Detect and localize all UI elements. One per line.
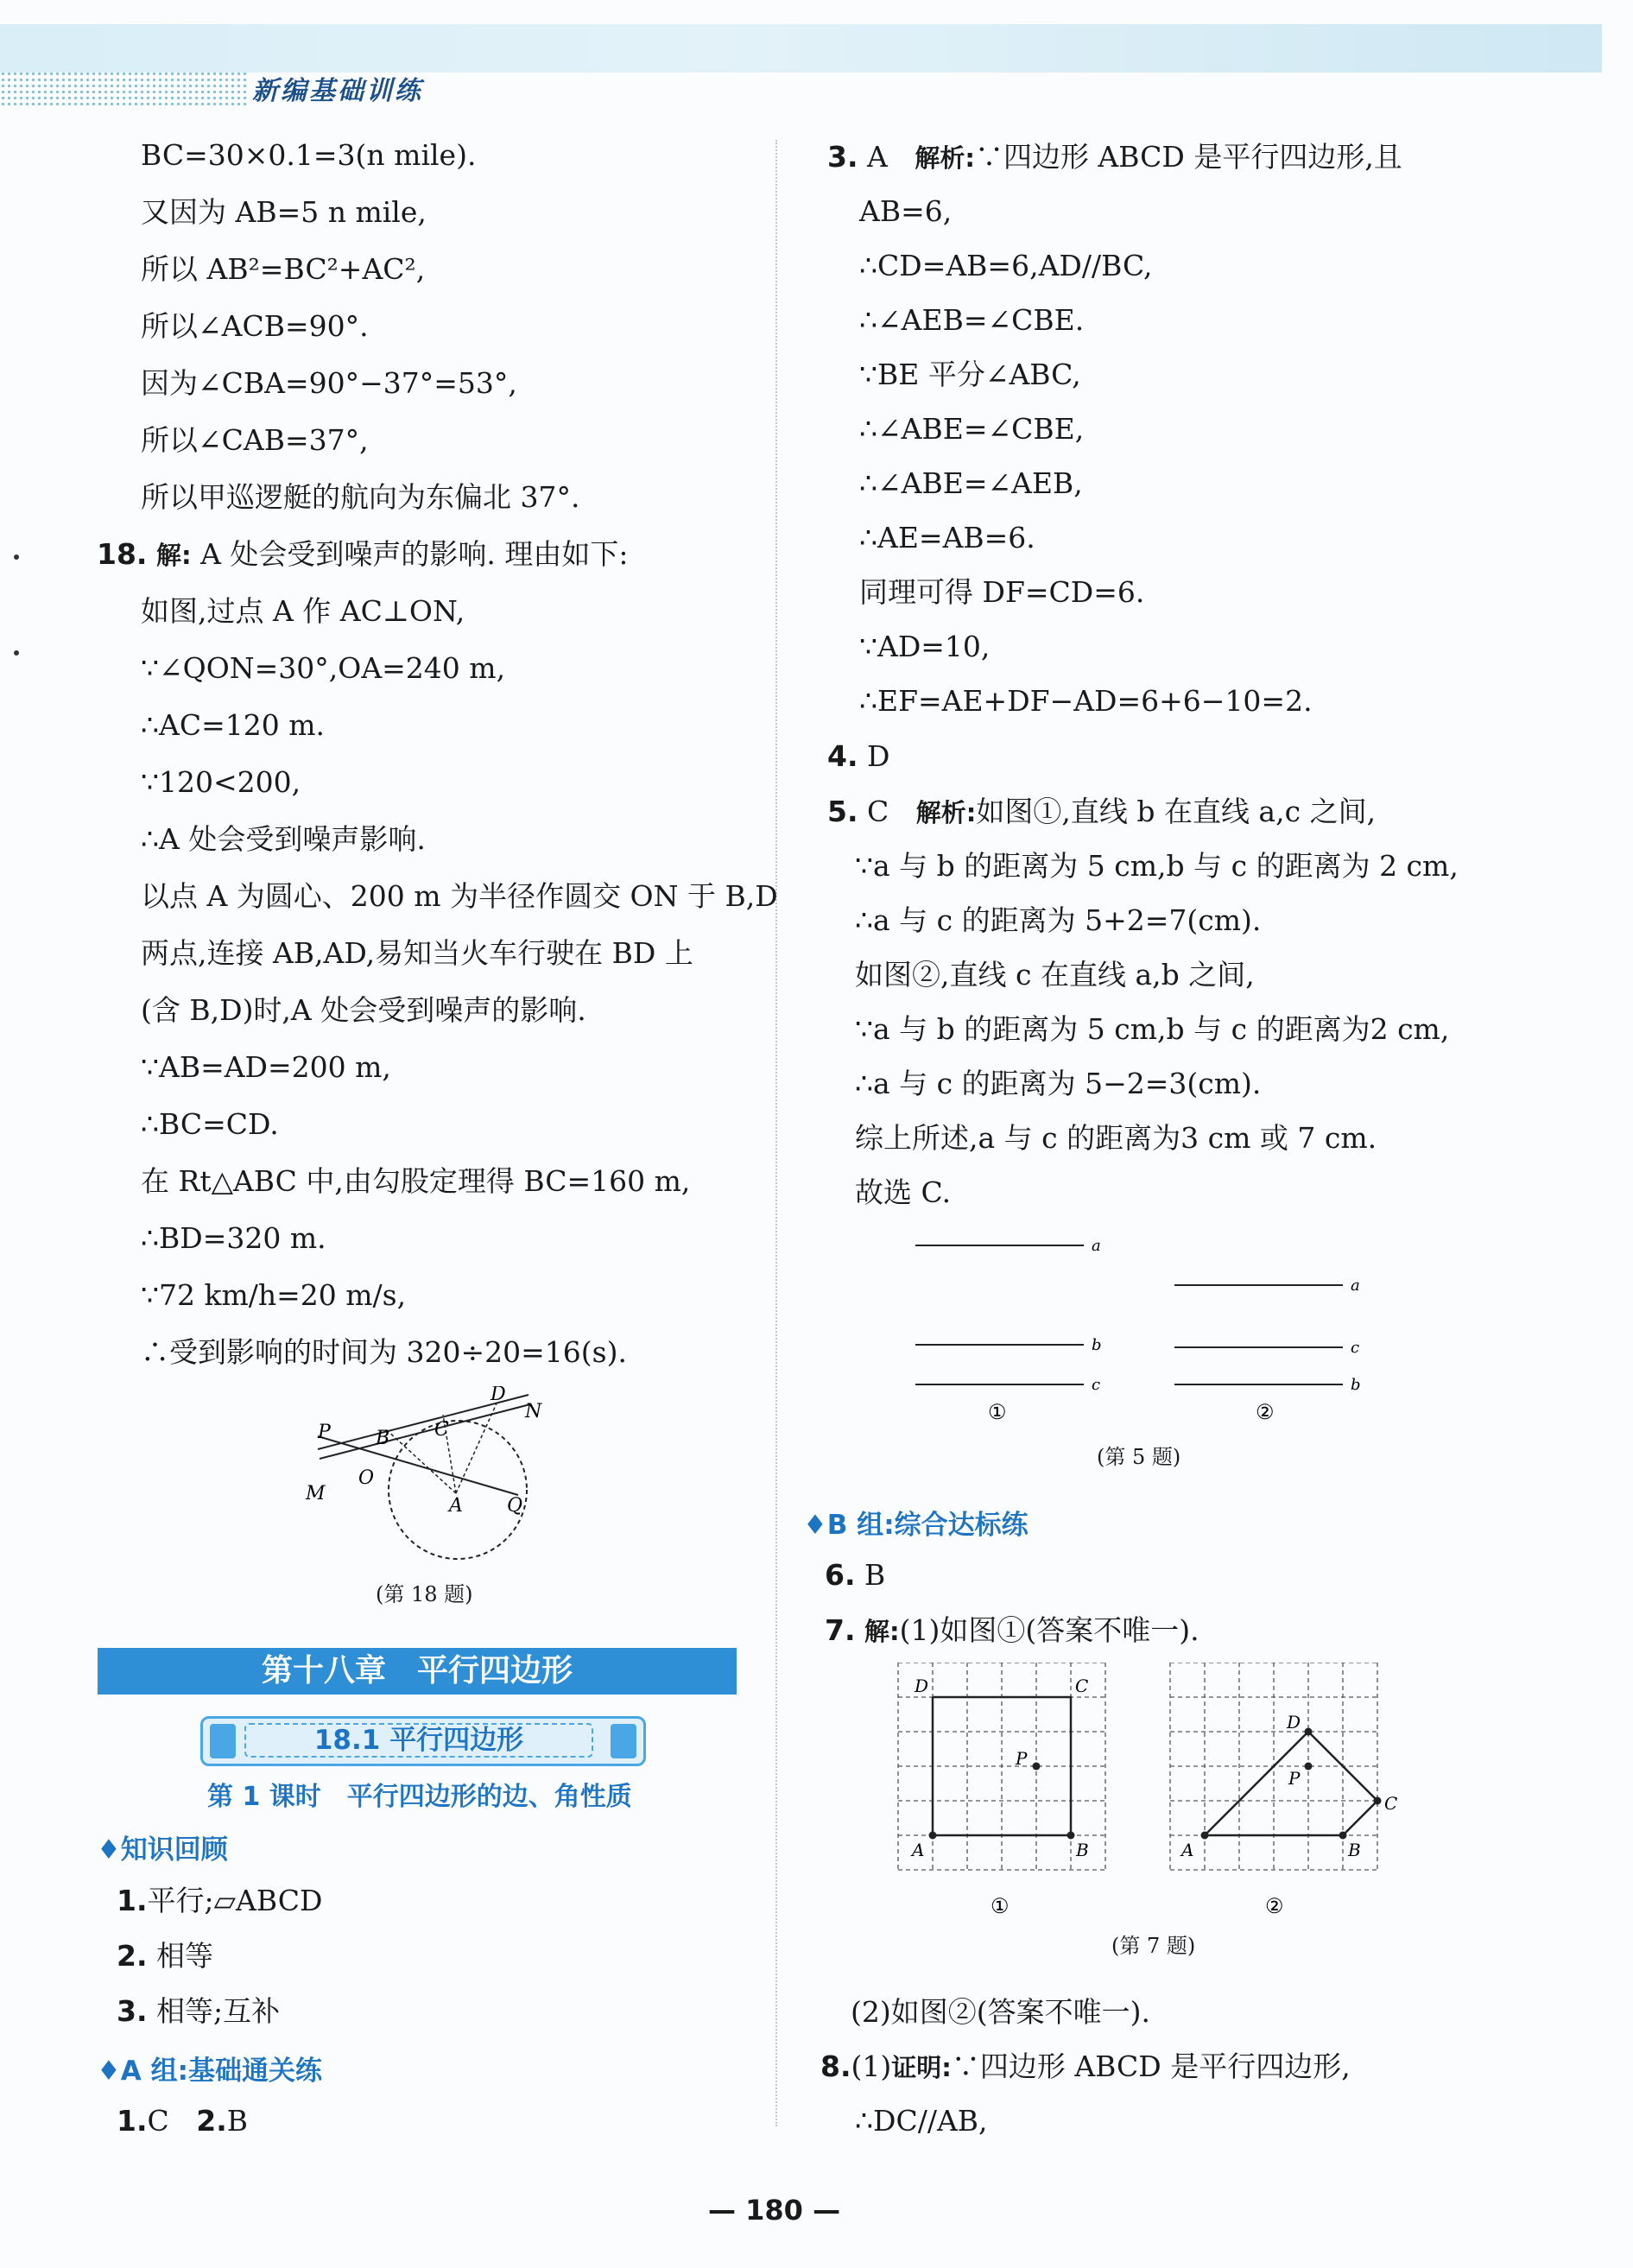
- text-line: ∴受到影响的时间为 320÷20=16(s).: [141, 1335, 627, 1369]
- fig2-label-p: P: [1288, 1768, 1301, 1789]
- text-line: 所以甲巡逻艇的航向为东偏北 37°.: [141, 480, 580, 514]
- segment-ad: [456, 1403, 497, 1493]
- label-m: M: [306, 1483, 326, 1505]
- fig2-point-a: [1201, 1832, 1209, 1840]
- figure-7-caption: (第 7 题): [1111, 1934, 1196, 1958]
- fig1-label-c: C: [1075, 1676, 1089, 1696]
- lesson-title: 第 1 课时 平行四边形的边、角性质: [207, 1782, 632, 1812]
- text-line: 所以∠ACB=90°.: [141, 309, 369, 343]
- margin-dot: [14, 554, 19, 560]
- header-dot-pattern: [0, 71, 246, 105]
- text-line: (2)如图②(答案不唯一).: [851, 1995, 1150, 2029]
- question-number: 3.: [827, 140, 858, 174]
- fig2-point-p: [1305, 1763, 1313, 1771]
- chapter-title: 第十八章 平行四边形: [98, 1648, 737, 1695]
- fig2-mark: ②: [1265, 1894, 1284, 1918]
- fig1-mark: ①: [991, 1894, 1010, 1918]
- item-text: 平行;▱ABCD: [147, 1884, 323, 1917]
- text-line: ∴∠ABE=∠CBE,: [859, 412, 1085, 446]
- item-text: 相等;互补: [156, 1994, 281, 2028]
- text-line: (含 B,D)时,A 处会受到噪声的影响.: [141, 993, 586, 1027]
- text-line: 故选 C.: [855, 1175, 952, 1209]
- question-3-first-line: [827, 140, 1402, 175]
- line-mn-lower: [320, 1404, 530, 1459]
- item-number: 1.: [117, 1884, 148, 1917]
- line-oq: [318, 1436, 518, 1495]
- header-band: [0, 24, 1602, 73]
- fig1-label-p: P: [1016, 1748, 1028, 1769]
- figure-5-caption: (第 5 题): [1097, 1445, 1181, 1469]
- text-line: 所以 AB²=BC²+AC²,: [141, 252, 426, 286]
- text-line: ∵a 与 b 的距离为 5 cm,b 与 c 的距离为 2 cm,: [855, 849, 1459, 883]
- answer: D: [867, 739, 890, 773]
- text-line: ∵72 km/h=20 m/s,: [141, 1278, 407, 1312]
- answer: C: [867, 795, 889, 828]
- fig1-mark: ①: [988, 1400, 1007, 1424]
- item-number: 1.: [117, 2104, 148, 2138]
- fig2-label-c: C: [1384, 1793, 1398, 1814]
- fig1-label-d: D: [915, 1676, 929, 1696]
- section-title: 18.1 平行四边形: [244, 1723, 593, 1758]
- text-line: 如图①,直线 b 在直线 a,c 之间,: [976, 795, 1377, 828]
- margin-dot: [14, 650, 19, 656]
- item-number: 3.: [117, 1994, 148, 2028]
- knowledge-heading: ♦知识回顾: [97, 1834, 228, 1866]
- text-line: A 处会受到噪声的影响. 理由如下:: [200, 537, 629, 571]
- question-6-line: [825, 1558, 885, 1593]
- knowledge-item: [117, 1939, 213, 1973]
- fig1-label-a: A: [912, 1840, 925, 1860]
- fig1-point-b: [1067, 1832, 1075, 1840]
- page-number: — 180 —: [708, 2194, 841, 2227]
- fig2-label-c: c: [1351, 1339, 1360, 1357]
- analysis-label: 解析:: [915, 143, 975, 173]
- text-line: ∵120<200,: [141, 765, 301, 799]
- fig1-label-b: b: [1092, 1336, 1102, 1354]
- analysis-label: 解析:: [915, 798, 977, 827]
- question-8-first-line: [820, 2049, 1351, 2085]
- fig2-label-a: a: [1351, 1277, 1360, 1295]
- book-title: 新编基础训练: [252, 76, 423, 106]
- question-4-line: [827, 739, 889, 774]
- pill-tab-left: [210, 1724, 236, 1758]
- text-line: 又因为 AB=5 n mile,: [141, 195, 427, 229]
- answer: C: [147, 2104, 169, 2138]
- figure-7: [889, 1663, 1408, 1922]
- text-line: ∴A 处会受到噪声影响.: [141, 822, 426, 856]
- label-c: C: [434, 1419, 449, 1441]
- label-p: P: [318, 1422, 331, 1443]
- text-line: ∴BC=CD.: [141, 1107, 279, 1141]
- answer: A: [867, 140, 888, 174]
- fig2-point-b: [1339, 1832, 1347, 1840]
- figure-5: [907, 1226, 1373, 1434]
- text-line: ∵∠QON=30°,OA=240 m,: [141, 651, 506, 685]
- text-line: ∴EF=AE+DF−AD=6+6−10=2.: [859, 684, 1313, 718]
- page-number-value: 180: [745, 2194, 803, 2227]
- label-a: A: [449, 1495, 463, 1517]
- label-o: O: [358, 1467, 375, 1489]
- pill-tab-right: [611, 1724, 636, 1758]
- item-number: 2.: [196, 2104, 227, 2138]
- text-line: ∴DC//AB,: [855, 2104, 988, 2138]
- question-number: 4.: [827, 739, 858, 773]
- fig1-point-a: [929, 1832, 937, 1840]
- text-line: ∴AE=AB=6.: [859, 521, 1035, 554]
- fig2-label-b: B: [1348, 1840, 1361, 1860]
- question-18-first-line: [97, 537, 629, 573]
- text-line: ∵四边形 ABCD 是平行四边形,且: [974, 140, 1402, 174]
- proof-label: 证明:: [891, 2053, 952, 2082]
- text-line: ∴BD=320 m.: [141, 1221, 326, 1255]
- group-b-heading: ♦B 组:综合达标练: [803, 1510, 1029, 1541]
- text-line: ∴∠AEB=∠CBE.: [859, 303, 1085, 337]
- text-line: BC=30×0.1=3(n mile).: [141, 138, 477, 172]
- text-line: ∴AC=120 m.: [141, 708, 325, 742]
- figure-18: [294, 1386, 570, 1568]
- fig2-mark: ②: [1256, 1400, 1275, 1424]
- fig1-label-b: B: [1076, 1840, 1089, 1860]
- fig2-point-c: [1374, 1797, 1382, 1805]
- answer: B: [864, 1558, 886, 1592]
- text-line: ∵BE 平分∠ABC,: [859, 358, 1081, 391]
- solution-label: 解:: [155, 541, 192, 570]
- question-number: 5.: [827, 795, 858, 828]
- text-line: ∴CD=AB=6,AD//BC,: [859, 249, 1153, 282]
- question-number: 18.: [97, 537, 148, 571]
- influence-circle: [389, 1421, 527, 1559]
- fig1-point-p: [1033, 1763, 1041, 1771]
- text-line: ∴a 与 c 的距离为 5+2=7(cm).: [855, 903, 1262, 937]
- group-a-heading: ♦A 组:基础通关练: [97, 2056, 322, 2087]
- text-line: (1)如图①(答案不唯一).: [899, 1613, 1199, 1647]
- text-line: 因为∠CBA=90°−37°=53°,: [141, 366, 517, 400]
- fig1-label-a: a: [1092, 1237, 1101, 1255]
- figure-18-caption: (第 18 题): [376, 1582, 473, 1606]
- question-number: 8.: [820, 2049, 851, 2083]
- fig1-label-c: c: [1092, 1376, 1101, 1394]
- text-line: 在 Rt△ABC 中,由勾股定理得 BC=160 m,: [141, 1164, 691, 1198]
- text-line: 以点 A 为圆心、200 m 为半径作圆交 ON 于 B,D: [141, 879, 778, 913]
- text-line: AB=6,: [859, 194, 953, 228]
- label-q: Q: [507, 1495, 523, 1517]
- text-line: 如图②,直线 c 在直线 a,b 之间,: [855, 958, 1255, 991]
- text-line: ∵a 与 b 的距离为 5 cm,b 与 c 的距离为2 cm,: [855, 1012, 1450, 1046]
- fig2-label-a: A: [1181, 1840, 1194, 1860]
- item-number: 2.: [117, 1939, 148, 1973]
- question-number: 6.: [825, 1558, 856, 1592]
- text-line: 两点,连接 AB,AD,易知当火车行驶在 BD 上: [141, 936, 693, 970]
- text-line: ∵四边形 ABCD 是平行四边形,: [951, 2049, 1351, 2083]
- question-7-first-line: [825, 1613, 1199, 1649]
- group-a-answers: [117, 2104, 248, 2138]
- label-n: N: [525, 1401, 542, 1422]
- solution-label: 解:: [864, 1617, 900, 1646]
- knowledge-item: [117, 1994, 280, 2029]
- item-text: 相等: [156, 1939, 213, 1973]
- label-b: B: [376, 1428, 390, 1449]
- section-title-box: [200, 1716, 646, 1766]
- text-line: ∵AB=AD=200 m,: [141, 1050, 391, 1084]
- question-5-first-line: [827, 795, 1376, 830]
- fig2-point-d: [1305, 1728, 1313, 1736]
- fig2-label-b: b: [1351, 1376, 1361, 1394]
- text-line: 所以∠CAB=37°,: [141, 423, 369, 457]
- text-line: 如图,过点 A 作 AC⊥ON,: [141, 594, 465, 628]
- fig2-label-d: D: [1287, 1712, 1301, 1733]
- text-line: 同理可得 DF=CD=6.: [859, 575, 1145, 609]
- knowledge-item: [117, 1884, 322, 1918]
- fig1-grid: [898, 1663, 1105, 1870]
- part-number: (1): [851, 2049, 892, 2083]
- column-divider: [775, 140, 777, 2126]
- text-line: 综上所述,a 与 c 的距离为3 cm 或 7 cm.: [855, 1121, 1377, 1155]
- question-number: 7.: [825, 1613, 856, 1647]
- text-line: ∵AD=10,: [859, 630, 991, 663]
- answer: B: [226, 2104, 248, 2138]
- text-line: ∴∠ABE=∠AEB,: [859, 466, 1083, 500]
- label-d: D: [491, 1386, 506, 1405]
- text-line: ∴a 与 c 的距离为 5−2=3(cm).: [855, 1067, 1262, 1100]
